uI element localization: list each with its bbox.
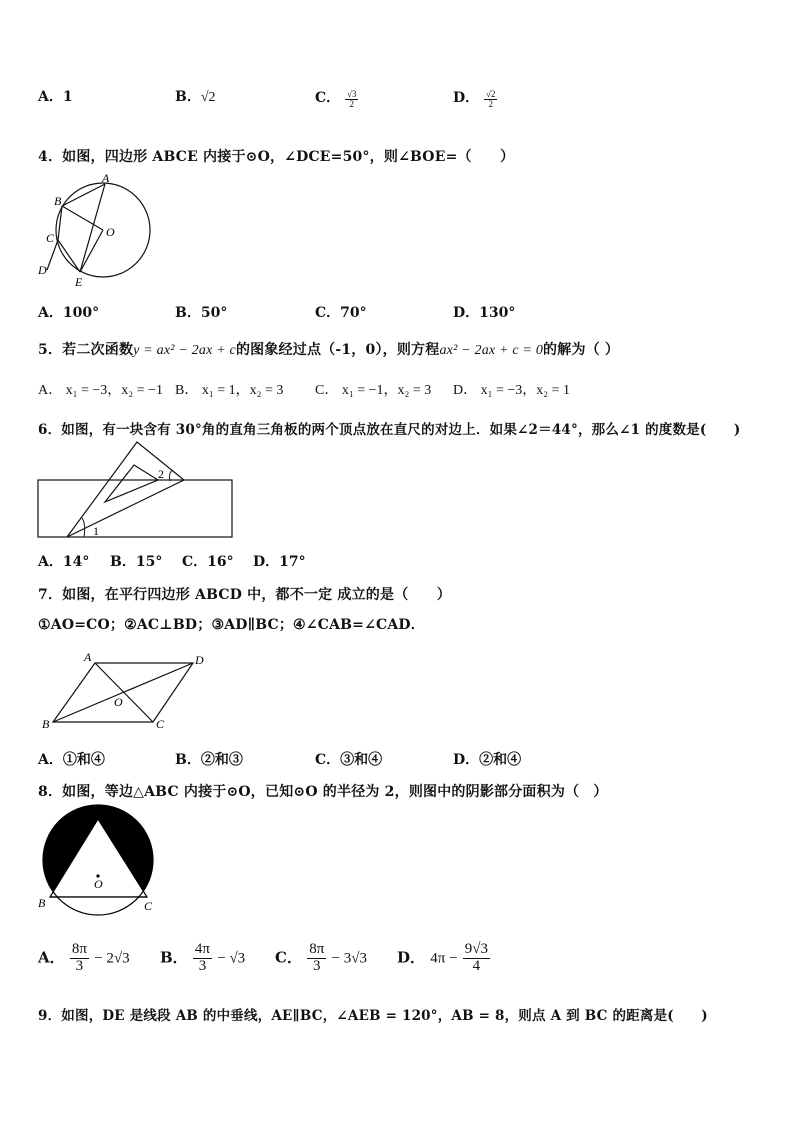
q4-stem: 4．如图，四边形 ABCE 内接于⊙O，∠DCE=50°，则∠BOE=（ ） <box>38 149 515 165</box>
q6-label-1: 1 <box>93 524 99 538</box>
q4-option-d[interactable]: D．130° <box>453 305 516 321</box>
q8-option-d[interactable]: D． 4π − $\frac{9√3}{4}$ <box>397 941 489 974</box>
q8-option-a[interactable]: A． $\frac{8\pi}{3}$ − 2√3 <box>38 941 130 974</box>
q3-option-a[interactable]: A．1 <box>38 89 73 105</box>
q4-label-o: O <box>106 225 115 239</box>
q7-option-a[interactable]: A．①和④ <box>38 752 105 768</box>
q7-label-b: B <box>42 717 50 731</box>
q7-label-d: D <box>195 653 204 667</box>
fraction: $\frac{8\pi}{3}$ <box>309 941 325 974</box>
fraction: $\frac{√2}{2}$ <box>486 89 496 110</box>
q4-option-a[interactable]: A．100° <box>38 305 100 321</box>
q6-option-a[interactable]: A．14° <box>38 554 90 570</box>
q5-option-a[interactable]: A． x₁ = −3，x₂ = −1 <box>38 383 163 398</box>
q7-option-d[interactable]: D．②和④ <box>453 752 522 768</box>
q4-label-b: B <box>54 194 62 208</box>
q7-stem: 7．如图，在平行四边形 ABCD 中，都不一定 成立的是（ ） <box>38 587 451 603</box>
q7-option-c[interactable]: C．③和④ <box>315 752 383 768</box>
q6-option-c[interactable]: C．16° <box>182 554 234 570</box>
q7-label-a: A <box>84 650 92 664</box>
q6-option-d[interactable]: D．17° <box>253 554 306 570</box>
q8-stem: 8．如图，等边△ABC 内接于⊙O，已知⊙O 的半径为 2，则图中的阴影部分面积为（ ） <box>38 784 608 800</box>
fraction: $\frac{√3}{2}$ <box>347 89 357 110</box>
q7-option-b[interactable]: B．②和③ <box>175 752 243 768</box>
fraction: $\frac{8\pi}{3}$ <box>71 941 87 974</box>
q8-label-b: B <box>38 896 46 910</box>
q6-option-b[interactable]: B．15° <box>110 554 163 570</box>
q4-label-c: C <box>46 231 55 245</box>
q9-stem: 9．如图，DE 是线段 AB 的中垂线，AE∥BC，∠AEB = 120°，AB = 8，则点 A 到 BC 的距离是( ) <box>38 1008 708 1024</box>
q5-option-c[interactable]: C． x₁ = −1，x₂ = 3 <box>315 383 432 398</box>
q8-label-c: C <box>144 899 153 913</box>
q5-option-d[interactable]: D． x₁ = −3，x₂ = 1 <box>453 383 571 398</box>
fraction: $\frac{9√3}{4}$ <box>464 941 489 974</box>
q8-option-c[interactable]: C． $\frac{8\pi}{3}$ − 3√3 <box>275 941 367 974</box>
q7-label-o: O <box>114 695 123 709</box>
q8-option-b[interactable]: B． $\frac{4\pi}{3}$ − √3 <box>160 941 246 974</box>
q3-option-c[interactable]: C． $\frac{√3}{2}$ <box>315 89 357 110</box>
q6-label-2: 2 <box>158 467 164 481</box>
q4-option-c[interactable]: C．70° <box>315 305 367 321</box>
q5-option-b[interactable]: B． x₁ = 1，x₂ = 3 <box>175 383 284 398</box>
fraction: $\frac{4\pi}{3}$ <box>194 941 210 974</box>
q4-label-a: A <box>102 171 110 185</box>
q8-label-a: A <box>92 804 100 818</box>
q4-label-d: D <box>38 263 47 277</box>
q7-statements: ①AO=CO；②AC⊥BD；③AD∥BC；④∠CAB=∠CAD． <box>38 617 425 633</box>
q8-label-o: O <box>94 877 103 891</box>
q7-label-c: C <box>156 717 165 731</box>
q6-stem: 6．如图，有一块含有 30°角的直角三角板的两个顶点放在直尺的对边上．如果∠2＝44°，那么∠1 的度数是( ) <box>38 422 741 438</box>
q5-stem: 5．若二次函数y = ax² − 2ax + c的图象经过点（-1，0），则方程ax² − 2ax + c = 0的解为（ ） <box>38 342 620 358</box>
q4-label-e: E <box>75 275 83 289</box>
q3-option-b[interactable]: B．√2 <box>175 89 216 105</box>
q3-option-d[interactable]: D． $\frac{√2}{2}$ <box>453 89 496 110</box>
q4-option-b[interactable]: B．50° <box>175 305 228 321</box>
